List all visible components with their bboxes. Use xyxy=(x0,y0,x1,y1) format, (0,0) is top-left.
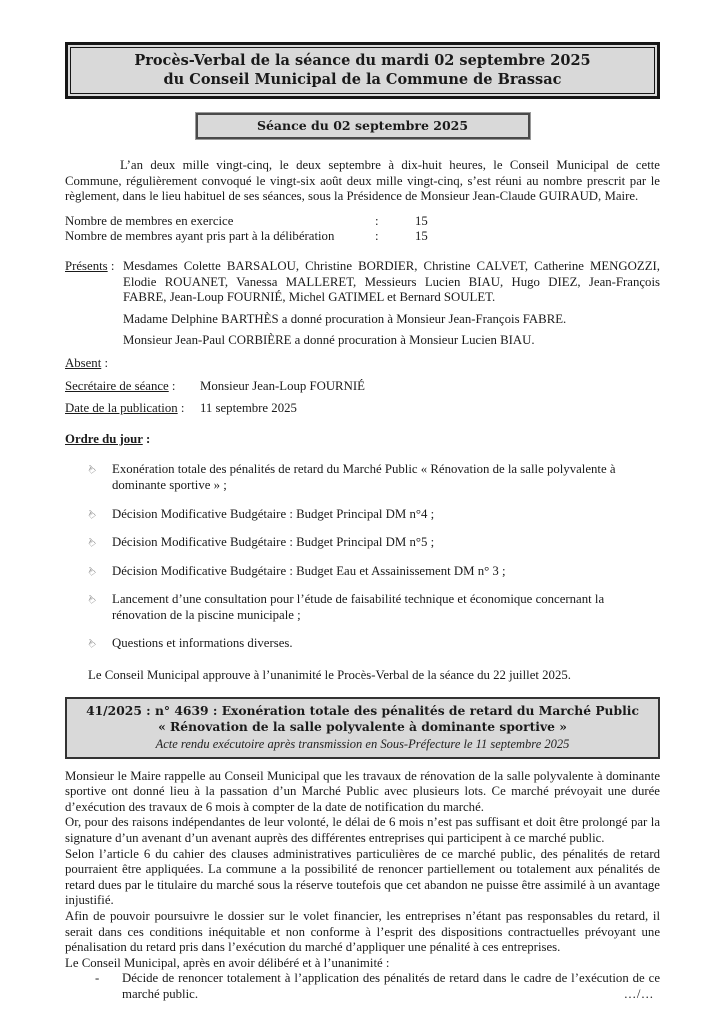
agenda-item-text: Décision Modificative Budgétaire : Budget Principal DM n°5 ; xyxy=(112,535,435,550)
pointing-hand-bullet-icon: ☝ xyxy=(84,506,99,522)
agenda-item xyxy=(84,563,660,580)
session-box: Séance du 02 septembre 2025 xyxy=(196,113,530,139)
decision-intro: Le Conseil Municipal, après en avoir délibéré et à l’unanimité : xyxy=(65,955,390,970)
publication-label: Date de la publication : xyxy=(65,401,185,416)
deliberation-paragraph: Selon l’article 6 du cahier des clauses administratives particulières de ce marché public, des pénalités de retard pourraient être appliquées. La commune a la possibilité de renoncer partiellement ou totalement aux pénalités de retard dues par le titulaire du marché sous la réserve toutefois que cet abandon ne puisse être assimilé à un avantage injustifié. xyxy=(65,846,660,908)
secretary-label: Secrétaire de séance : xyxy=(65,378,176,393)
pointing-hand-bullet-icon: ☝ xyxy=(84,592,99,607)
pointing-hand-bullet-icon: ☝ xyxy=(84,535,99,550)
secretary-row xyxy=(65,379,660,395)
deliberation-paragraph: Monsieur le Maire rappelle au Conseil Municipal que les travaux de rénovation de la salle polyvalente à dominante sportive ont donné lieu à la passation d’un Marché Public avec plusieurs lots. Ce marché prévoyait une durée d’exécution des travaux de 6 mois à compter de la date de notification du marché. xyxy=(65,768,660,814)
agenda-item-text: Décision Modificative Budgétaire : Budget Eau et Assainissement DM n° 3 ; xyxy=(112,563,506,578)
deliberation-paragraph: Afin de pouvoir poursuivre le dossier sur le volet financier, les entreprises n’étant pas responsables du retard, il serait dans ces conditions inéquitable et non conforme à l’esprit des dispositions contractuelles prévoyant une pénalisation du retard pris dans l’exécution du marché d’appliquer une pénalité à ces entreprises. xyxy=(65,909,660,955)
main-title-line1: Procès-Verbal de la séance du mardi 02 septembre 2025 xyxy=(134,52,591,69)
stat-label: Nombre de membres en exercice xyxy=(65,213,234,228)
presents-label: Présents : xyxy=(65,258,115,273)
stat-row-deliberation xyxy=(65,229,660,245)
agenda-item-text: Questions et informations diverses. xyxy=(112,636,293,651)
deliberation-number-title: 41/2025 : n° 4639 : Exonération totale des pénalités de retard du Marché Public xyxy=(86,702,639,718)
stat-value: 15 xyxy=(415,229,428,244)
procuration-line: Madame Delphine BARTHÈS a donné procuration à Monsieur Jean-François FABRE. xyxy=(123,311,567,326)
main-title-line2: du Conseil Municipal de la Commune de Brassac xyxy=(163,71,562,88)
presents-names: Mesdames Colette BARSALOU, Christine BORDIER, Christine CALVET, Catherine MENGOZZI, Elodie ROUANET, Vanessa MALLERET, Messieurs Lucien BIAU, Hugo DIEZ, Jean-François FABRE, Jean-Loup FOURNIÉ, Michel GATIMEL et Bernard SOULET. xyxy=(123,258,660,305)
intro-paragraph: L’an deux mille vingt-cinq, le deux septembre à dix-huit heures, le Conseil Municipal de cette Commune, régulièrement convoqué le vingt-six août deux mille vingt-cinq, s’est réuni au nombre prescrit par le règlement, dans le lieu habituel de ses séances, sous la Présidence de Monsieur Jean-Claude GUIRAUD, Maire. xyxy=(65,158,660,204)
stat-label: Nombre de membres ayant pris part à la délibération xyxy=(65,229,335,244)
agenda-item xyxy=(84,535,660,551)
agenda-item xyxy=(84,506,660,523)
presents-text-col xyxy=(123,259,660,349)
agenda-item xyxy=(84,462,660,493)
stat-row-exercice xyxy=(65,214,660,230)
secretary-value: Monsieur Jean-Loup FOURNIÉ xyxy=(200,378,365,393)
publication-value: 11 septembre 2025 xyxy=(200,401,297,416)
member-stats xyxy=(65,214,660,245)
agenda-item xyxy=(84,636,660,652)
approval-note: Le Conseil Municipal approuve à l’unanimité le Procès-Verbal de la séance du 22 juillet 2025. xyxy=(88,668,571,683)
decision-text: Décide de renoncer totalement à l’application des pénalités de retard dans le cadre de l’exécution de ce marché public. xyxy=(122,971,660,1001)
deliberation-header-box xyxy=(65,697,660,759)
agenda-item-text: Décision Modificative Budgétaire : Budget Principal DM n°4 ; xyxy=(112,506,435,521)
agenda-item-text: Exonération totale des pénalités de retard du Marché Public « Rénovation de la salle polyvalente à dominante sportive » ; xyxy=(112,462,616,492)
dash-bullet: - xyxy=(95,971,100,986)
agenda-item xyxy=(84,592,660,623)
stat-value: 15 xyxy=(415,213,428,228)
main-title-box xyxy=(65,42,660,99)
deliberation-paragraph: Or, pour des raisons indépendantes de leur volonté, le délai de 6 mois n’est pas suffisant et doit être prolongé par la signature d’un avenant d’un avenant auprès des différentes entreprises qui participent à ce marché public. xyxy=(65,815,660,846)
stat-separator: : xyxy=(375,229,379,244)
presents-block xyxy=(65,259,660,349)
absent-row xyxy=(65,356,660,372)
pointing-hand-bullet-icon: ☝ xyxy=(84,462,99,477)
deliberation-subtitle: « Rénovation de la salle polyvalente à dominante sportive » xyxy=(158,719,567,735)
stat-separator: : xyxy=(375,213,379,228)
agenda-list xyxy=(65,462,660,652)
pointing-hand-bullet-icon: ☝ xyxy=(84,636,99,652)
publication-row xyxy=(65,401,660,417)
agenda-title: Ordre du jour : xyxy=(65,431,151,446)
agenda-item-text: Lancement d’une consultation pour l’étude de faisabilité technique et économique concernant la rénovation de la piscine municipale ; xyxy=(112,592,605,622)
pointing-hand-bullet-icon: ☝ xyxy=(84,564,99,579)
procuration-line: Monsieur Jean-Paul CORBIÈRE a donné procuration à Monsieur Lucien BIAU. xyxy=(123,333,535,348)
main-title xyxy=(70,47,655,94)
decision-item xyxy=(95,971,660,1002)
deliberation-executory-note: Acte rendu exécutoire après transmission en Sous-Préfecture le 11 septembre 2025 xyxy=(155,736,570,751)
absent-label: Absent : xyxy=(65,355,109,370)
page-continuation-marker: .../... xyxy=(624,987,654,1001)
